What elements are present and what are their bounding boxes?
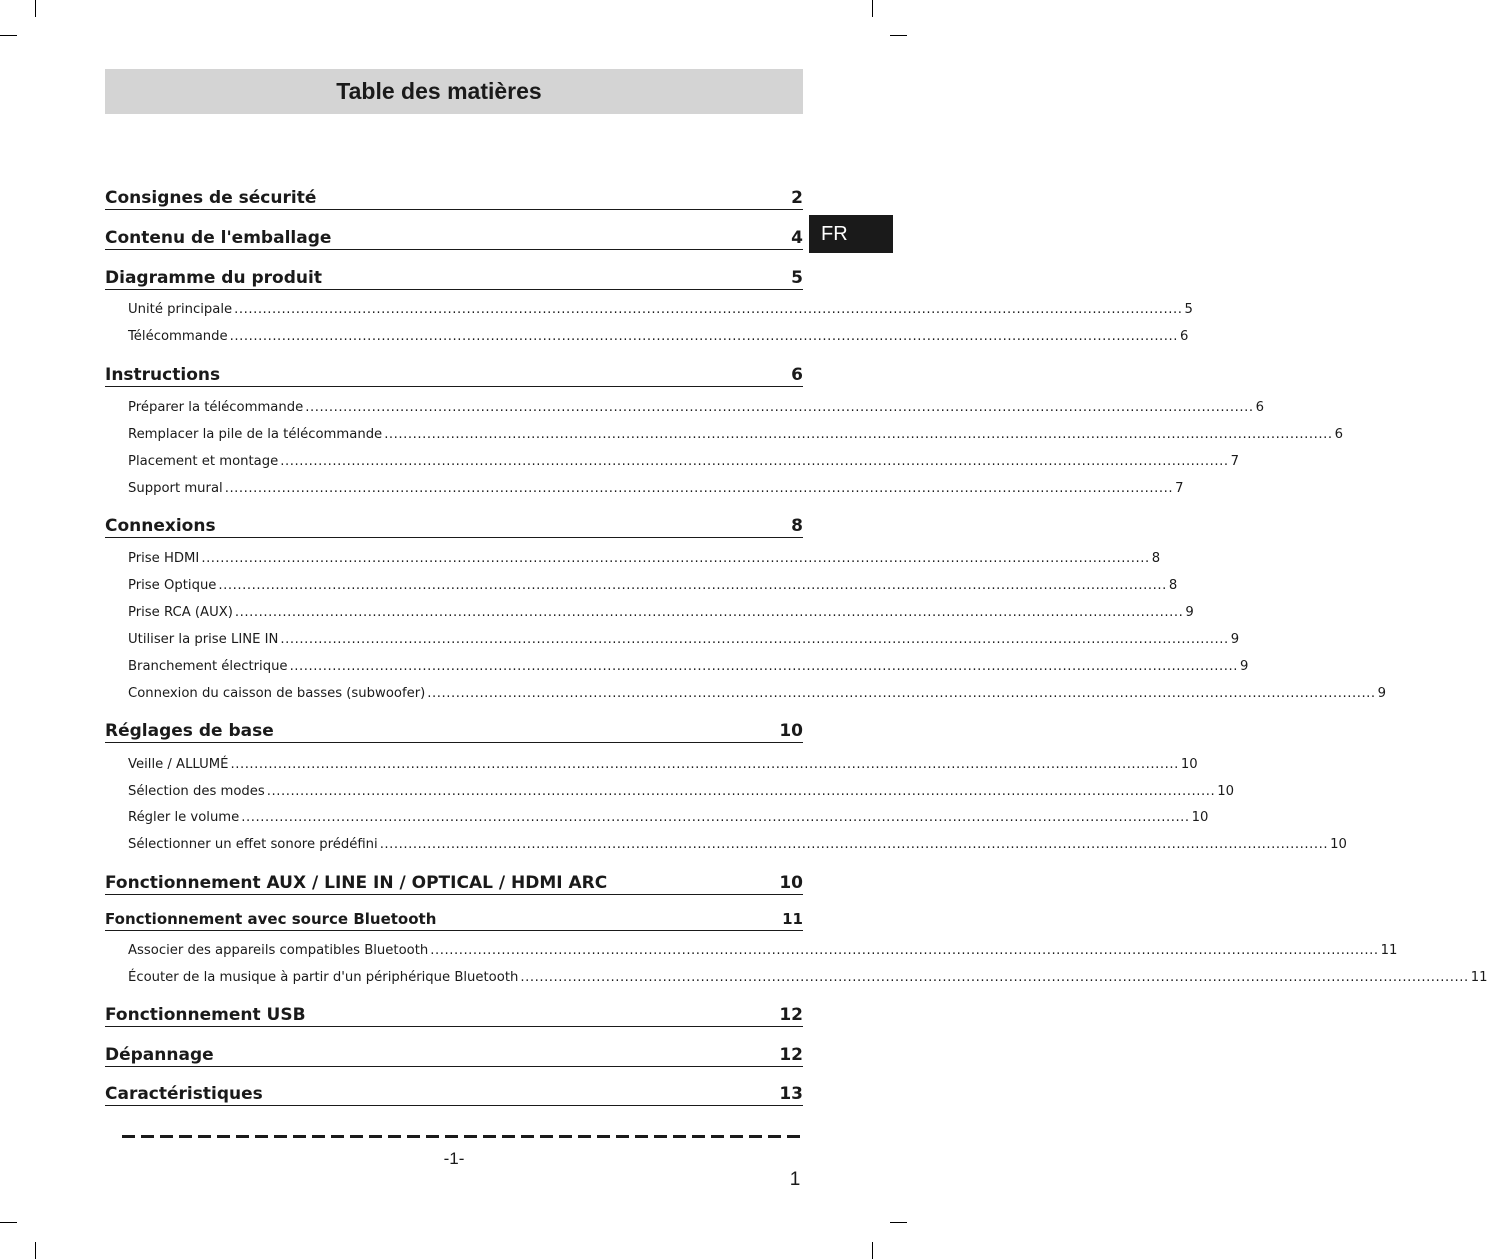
toc-section-page: 12 (779, 1005, 803, 1025)
toc-entry[interactable] (128, 300, 1193, 318)
sheet-number: 1 (789, 1169, 801, 1190)
toc-entry-label: Remplacer la pile de la télécommande (128, 427, 383, 442)
dot-leader: ........................................................................................................................................................................................................ (234, 302, 1183, 317)
toc-section-page: 10 (779, 873, 803, 893)
toc-entry[interactable] (128, 576, 1178, 594)
dot-leader: ........................................................................................................................................................................................................ (379, 837, 1329, 852)
toc-entry-label: Branchement électrique (128, 659, 288, 674)
toc-entry[interactable] (128, 398, 1264, 416)
toc-entry-label: Prise HDMI (128, 551, 200, 566)
toc-section-label: Caractéristiques (105, 1084, 263, 1104)
dot-leader: ........................................................................................................................................................................................................ (384, 427, 1333, 442)
toc-entry-label: Prise RCA (AUX) (128, 605, 233, 620)
toc-section-label: Connexions (105, 516, 216, 536)
toc-section-bluetooth[interactable] (105, 901, 803, 931)
dot-leader: ........................................................................................................................................................................................................ (234, 605, 1184, 620)
footer-page-label: -1- (443, 1149, 465, 1168)
toc-entry[interactable] (128, 603, 1194, 621)
dot-leader: ........................................................................................................................................................................................................ (201, 551, 1150, 566)
crop-mark (0, 35, 17, 36)
crop-mark (35, 0, 36, 17)
crop-mark (35, 1242, 36, 1259)
dot-leader: ........................................................................................................................................................................................................ (520, 970, 1469, 985)
toc-entry[interactable] (128, 549, 1161, 567)
toc-section-fonctionnement-aux[interactable] (105, 865, 803, 895)
toc-entry[interactable] (128, 452, 1240, 470)
toc-entry-label: Sélection des modes (128, 784, 265, 799)
toc-entry-page: 7 (1230, 454, 1240, 469)
toc-entry[interactable] (128, 479, 1184, 497)
toc-entry[interactable] (128, 835, 1347, 853)
toc-entry[interactable] (128, 808, 1209, 826)
toc-section-page: 11 (782, 910, 803, 928)
toc-entry-label: Sélectionner un effet sonore prédéfini (128, 837, 378, 852)
toc-entry-page: 8 (1168, 578, 1178, 593)
toc-entry[interactable] (128, 968, 1488, 986)
toc-section-connexions[interactable] (105, 508, 803, 538)
dot-leader: ........................................................................................................................................................................................................ (229, 329, 1179, 344)
toc-entry-label: Télécommande (128, 329, 228, 344)
dot-leader: ........................................................................................................................................................................................................ (280, 632, 1229, 647)
dot-leader: ........................................................................................................................................................................................................ (280, 454, 1229, 469)
toc-entry[interactable] (128, 684, 1387, 702)
toc-section-label: Fonctionnement avec source Bluetooth (105, 910, 437, 928)
toc-entry-label: Utiliser la prise LINE IN (128, 632, 279, 647)
toc-entry-page: 11 (1380, 943, 1398, 958)
crop-mark (890, 35, 907, 36)
toc-entry[interactable] (128, 941, 1398, 959)
toc-section-label: Instructions (105, 365, 221, 385)
toc-entry-label: Régler le volume (128, 810, 240, 825)
dot-leader: ........................................................................................................................................................................................................ (305, 400, 1254, 415)
toc-section-page: 4 (791, 228, 803, 248)
toc-section-diagramme[interactable] (105, 260, 803, 290)
toc-entry-page: 5 (1184, 302, 1193, 317)
toc-entry-label: Placement et montage (128, 454, 279, 469)
toc-entry-page: 10 (1191, 810, 1209, 825)
toc-entry-label: Écouter de la musique à partir d'un périphérique Bluetooth (128, 970, 519, 985)
toc-entry[interactable] (128, 782, 1234, 800)
toc-entry-page: 6 (1334, 427, 1343, 442)
toc-entry[interactable] (128, 425, 1343, 443)
dot-leader: ........................................................................................................................................................................................................ (218, 578, 1167, 593)
toc-section-consignes[interactable] (105, 180, 803, 210)
toc-entry-label: Préparer la télécommande (128, 400, 304, 415)
toc-section-label: Diagramme du produit (105, 268, 322, 288)
toc-entry[interactable] (128, 630, 1240, 648)
toc-section-caracteristiques[interactable] (105, 1076, 803, 1106)
toc-section-page: 13 (779, 1084, 803, 1104)
toc-entry-page: 10 (1217, 784, 1234, 799)
toc-section-page: 2 (791, 188, 803, 208)
dot-leader: ........................................................................................................................................................................................................ (289, 659, 1238, 674)
crop-mark (872, 0, 873, 17)
toc-section-page: 5 (791, 268, 803, 288)
toc-entry-page: 9 (1185, 605, 1194, 620)
toc-entry-page: 9 (1239, 659, 1249, 674)
dot-leader: ........................................................................................................................................................................................................ (266, 784, 1216, 799)
toc-entry[interactable] (128, 657, 1249, 675)
toc-section-label: Fonctionnement AUX / LINE IN / OPTICAL / HDMI ARC (105, 873, 608, 893)
toc-section-instructions[interactable] (105, 357, 803, 387)
toc-entry-label: Support mural (128, 481, 223, 496)
page-title: Table des matières (336, 78, 542, 104)
toc-entry[interactable] (128, 755, 1198, 773)
dot-leader: ........................................................................................................................................................................................................ (230, 757, 1179, 772)
crop-mark (890, 1222, 907, 1223)
toc-entry-label: Connexion du caisson de basses (subwoofer) (128, 686, 426, 701)
dot-leader: ........................................................................................................................................................................................................ (224, 481, 1174, 496)
toc-section-label: Contenu de l'emballage (105, 228, 332, 248)
toc-entry-page: 9 (1230, 632, 1240, 647)
crop-mark (872, 1242, 873, 1259)
toc-entry-label: Veille / ALLUMÉ (128, 757, 229, 772)
toc-section-label: Dépannage (105, 1045, 214, 1065)
crop-mark (0, 1222, 17, 1223)
toc-section-label: Fonctionnement USB (105, 1005, 306, 1025)
toc-section-contenu[interactable] (105, 220, 803, 250)
dot-leader: ........................................................................................................................................................................................................ (241, 810, 1190, 825)
dot-leader: ........................................................................................................................................................................................................ (430, 943, 1379, 958)
toc-entry-page: 9 (1377, 686, 1387, 701)
toc-section-page: 8 (791, 516, 803, 536)
toc-entry-label: Prise Optique (128, 578, 217, 593)
title-bar (105, 69, 803, 114)
toc-section-usb[interactable] (105, 997, 803, 1027)
toc-entry-label: Unité principale (128, 302, 233, 317)
toc-section-reglages[interactable] (105, 713, 803, 743)
toc-entry-page: 10 (1330, 837, 1347, 852)
footer-dashed-rule (122, 1135, 801, 1138)
toc-entry-page: 6 (1180, 329, 1189, 344)
dot-leader: ........................................................................................................................................................................................................ (427, 686, 1376, 701)
toc-section-depannage[interactable] (105, 1037, 803, 1067)
toc-entry[interactable] (128, 327, 1189, 345)
toc-section-label: Consignes de sécurité (105, 188, 317, 208)
toc-section-label: Réglages de base (105, 721, 274, 741)
toc-entry-page: 11 (1470, 970, 1488, 985)
toc-entry-label: Associer des appareils compatibles Bluetooth (128, 943, 429, 958)
toc-entry-page: 6 (1255, 400, 1264, 415)
toc-entry-page: 8 (1151, 551, 1161, 566)
toc-section-page: 6 (791, 365, 803, 385)
toc-entry-page: 7 (1175, 481, 1184, 496)
toc-entry-page: 10 (1180, 757, 1198, 772)
toc-section-page: 10 (779, 721, 803, 741)
language-tab: FR (809, 215, 893, 253)
toc-section-page: 12 (779, 1045, 803, 1065)
